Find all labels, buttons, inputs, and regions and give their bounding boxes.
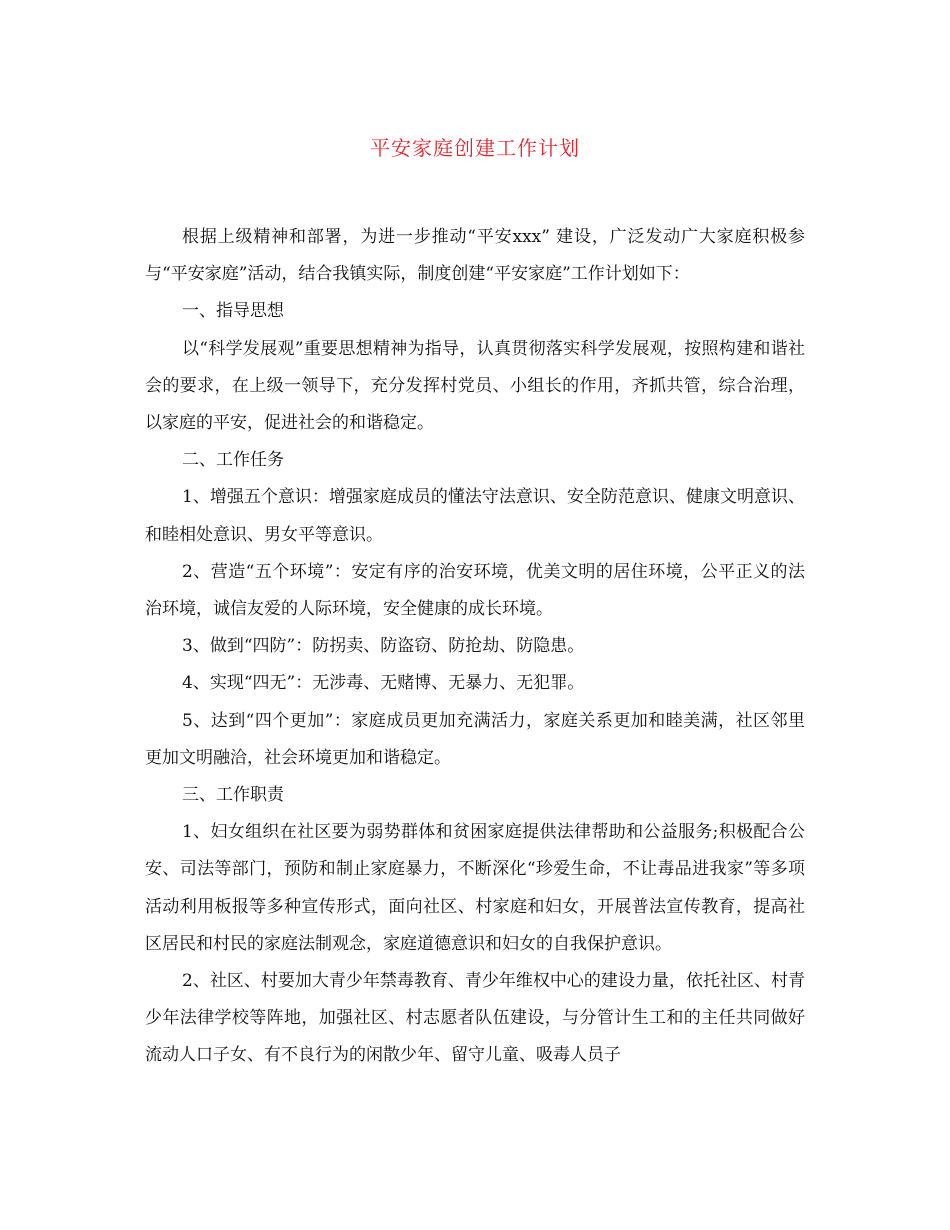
- document-title: 平安家庭创建工作计划: [370, 136, 580, 160]
- heading-guiding-ideology: 一、指导思想: [182, 301, 284, 322]
- paragraph-task-5: 5、达到“四个更加”：家庭成员更加充满活力，家庭关系更加和睦美满，社区邻里更加文明融洽，社会环境更加和谐稳定。: [145, 710, 805, 768]
- paragraph-guiding-ideology: 以“科学发展观”重要思想精神为指导，认真贯彻落实科学发展观，按照构建和谐社会的要求，在上级一领导下，充分发挥村党员、小组长的作用，齐抓共管，综合治理，以家庭的平安，促进社会的和谐稳定。: [145, 338, 805, 434]
- document-body: [145, 219, 805, 1075]
- paragraph-intro: 根据上级精神和部署，为进一步推动“平安xxx” 建设，广泛发动广大家庭积极参与“平安家庭”活动，结合我镇实际，制度创建“平安家庭”工作计划如下：: [145, 227, 805, 285]
- heading-work-duties: 三、工作职责: [182, 785, 284, 806]
- paragraph-duty-1: 1、妇女组织在社区要为弱势群体和贫困家庭提供法律帮助和公益服务;积极配合公安、司法等部门，预防和制止家庭暴力，不断深化“珍爱生命，不让毒品进我家”等多项活动利用板报等多种宣传形式，面向社区、村家庭和妇女，开展普法宣传教育，提高社区居民和村民的家庭法制观念，家庭道德意识和妇女的自我保护意识。: [145, 822, 805, 954]
- paragraph-task-4: 4、实现“四无”：无涉毒、无赌博、无暴力、无犯罪。: [182, 673, 585, 694]
- paragraph-task-1: 1、增强五个意识：增强家庭成员的懂法守法意识、安全防范意识、健康文明意识、和睦相处意识、男女平等意识。: [145, 487, 805, 545]
- paragraph-task-3: 3、做到“四防”：防拐卖、防盗窃、防抢劫、防隐患。: [182, 636, 585, 657]
- heading-work-tasks: 二、工作任务: [182, 450, 284, 471]
- paragraph-task-2: 2、营造“五个环境”：安定有序的治安环境，优美文明的居住环境，公平正义的法治环境，诚信友爱的人际环境，安全健康的成长环境。: [145, 561, 805, 620]
- paragraph-duty-2: 2、社区、村要加大青少年禁毒教育、青少年维权中心的建设力量，依托社区、村青少年法律学校等阵地，加强社区、村志愿者队伍建设，与分管计生工和的主任共同做好流动人口子女、有不良行为的闲散少年、留守儿童、吸毒人员子: [145, 971, 805, 1066]
